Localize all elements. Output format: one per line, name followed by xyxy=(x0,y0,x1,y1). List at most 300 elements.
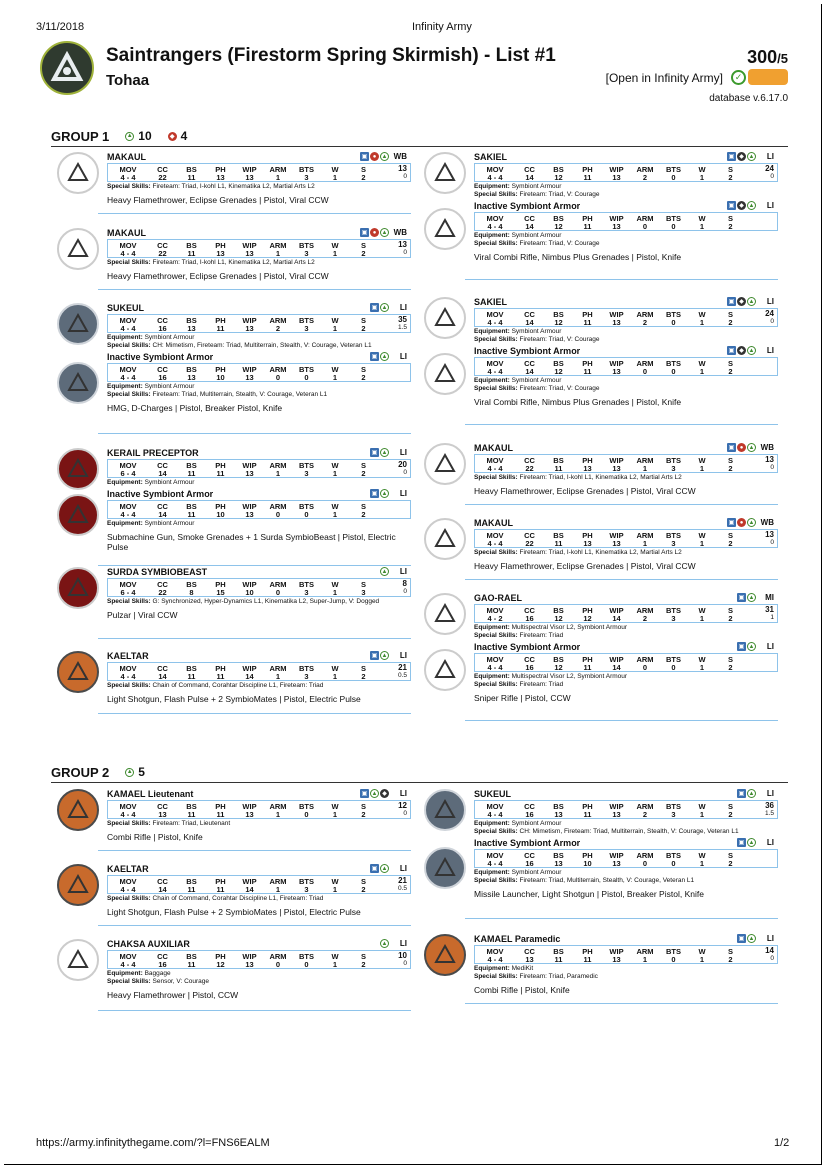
profile-icons xyxy=(370,303,389,312)
unit-card[interactable] xyxy=(57,864,411,926)
weapons-line: Pulzar | Viral CCW xyxy=(107,610,178,620)
stat-values xyxy=(475,955,747,964)
unit-cost xyxy=(398,664,407,680)
special-skills-line xyxy=(107,682,411,689)
stat-header: BTS xyxy=(666,214,681,223)
line-label: Special Skills: xyxy=(474,240,518,247)
stat-header: S xyxy=(360,241,366,250)
profile-icons xyxy=(380,939,389,948)
unit-portrait-icon xyxy=(57,362,99,404)
stat-value: 16 xyxy=(525,663,534,672)
stat-header: WIP xyxy=(242,580,257,589)
stat-header: W xyxy=(698,531,706,540)
stat-value: 13 xyxy=(583,464,592,473)
stat-value: 3 xyxy=(304,672,309,681)
special-skills-line xyxy=(107,598,411,605)
stat-header: S xyxy=(360,952,366,961)
unit-portrait-icon xyxy=(424,152,466,194)
unit-portrait-icon xyxy=(424,649,466,691)
line-label: Special Skills: xyxy=(107,895,151,902)
cube-icon: ▲ xyxy=(381,229,388,236)
stat-header: ARM xyxy=(636,359,654,368)
unit-portrait-icon xyxy=(57,939,99,981)
valid-check-icon: ✓ xyxy=(731,70,746,85)
line-label: Equipment: xyxy=(474,183,510,190)
stat-header: BS xyxy=(186,241,197,250)
unit-cost xyxy=(398,952,407,968)
stat-values xyxy=(108,469,380,478)
stat-value: 4 - 4 xyxy=(487,955,503,964)
inactive-profile-name: Inactive Symbiont Armor xyxy=(474,642,581,652)
regular-order-icon: ▣ xyxy=(738,840,745,846)
stat-header: W xyxy=(331,877,339,886)
stat-values xyxy=(475,614,747,623)
stat-header: PH xyxy=(215,316,226,325)
stat-header: S xyxy=(360,664,366,673)
unit-name: SAKIEL xyxy=(474,297,508,307)
equipment-line xyxy=(474,965,778,972)
swc-cost: 0 xyxy=(770,318,774,325)
stat-value: 11 xyxy=(187,510,196,519)
stat-header: CC xyxy=(524,456,535,465)
profile-icons xyxy=(370,651,389,660)
stat-header: ARM xyxy=(269,365,287,374)
stat-value: 13 xyxy=(187,324,196,333)
stat-header: BS xyxy=(553,359,564,368)
stat-value: 1 xyxy=(275,173,281,182)
unit-profile xyxy=(107,448,411,566)
stat-header: S xyxy=(727,851,733,860)
line-value: Fireteam: Triad xyxy=(519,632,564,639)
unit-card[interactable] xyxy=(57,939,411,1011)
stat-value: 11 xyxy=(216,469,225,478)
stat-value: 4 - 4 xyxy=(120,885,136,894)
equipment-line xyxy=(474,328,778,335)
line-value: Multispectral Visor L2, Symbiont Armour xyxy=(511,673,628,680)
unit-portrait-icon xyxy=(57,303,99,345)
stat-value: 1 xyxy=(699,173,705,182)
stat-line xyxy=(474,163,778,182)
stat-value: 2 xyxy=(728,222,733,231)
stat-value: 1 xyxy=(699,614,705,623)
stat-header: BS xyxy=(186,580,197,589)
stat-header: BS xyxy=(186,461,197,470)
stat-value: 2 xyxy=(361,469,366,478)
points-cost: 24 xyxy=(765,164,774,173)
troop-type-icon: ◆ xyxy=(737,297,746,306)
stat-header: ARM xyxy=(636,214,654,223)
stat-header: BS xyxy=(186,952,197,961)
swc-cost: 1.5 xyxy=(764,810,774,817)
stat-header: ARM xyxy=(269,316,287,325)
line-value: Chain of Command, Corahtar Discipline L1, Fireteam: Triad xyxy=(152,895,324,902)
unit-portrait-icon xyxy=(57,789,99,831)
stat-header: CC xyxy=(524,310,535,319)
stat-header: WIP xyxy=(609,531,624,540)
cube-icon: ▲ xyxy=(381,940,388,947)
swc-cost: 0 xyxy=(770,173,774,180)
unit-card[interactable] xyxy=(424,152,778,280)
stat-value: 13 xyxy=(612,173,621,182)
stat-header: PH xyxy=(582,655,593,664)
stat-value: 16 xyxy=(525,859,534,868)
stat-line xyxy=(107,363,411,382)
stat-header: MOV xyxy=(119,802,137,811)
line-value: Fireteam: Triad, Lieutenant xyxy=(152,820,231,827)
line-label: Equipment: xyxy=(474,232,510,239)
swc-cost: 0 xyxy=(403,960,407,967)
stat-line xyxy=(474,212,778,231)
stat-header: MOV xyxy=(119,316,137,325)
unit-name: KAELTAR xyxy=(107,864,149,874)
equipment-line xyxy=(474,673,778,680)
troop-type: LI xyxy=(399,567,407,576)
troop-type: WB xyxy=(393,228,407,237)
unit-cost xyxy=(403,580,407,596)
stat-value: 4 - 4 xyxy=(487,318,503,327)
weapons-line: Viral Combi Rifle, Nimbus Plus Grenades | Pistol, Knife xyxy=(474,397,682,407)
stat-header: W xyxy=(698,606,706,615)
stat-header: ARM xyxy=(269,580,287,589)
stat-value: 16 xyxy=(158,960,167,969)
equipment-line xyxy=(107,334,411,341)
points-cost: 13 xyxy=(398,164,407,173)
stat-header: BTS xyxy=(299,664,314,673)
stat-header: ARM xyxy=(269,664,287,673)
regular-order-icon: ▲ xyxy=(126,769,133,775)
weapons-line: Light Shotgun, Flash Pulse + 2 SymbioMates | Pistol, Electric Pulse xyxy=(107,907,361,917)
stat-value: 12 xyxy=(554,173,563,182)
stat-header: BTS xyxy=(666,310,681,319)
troop-type: LI xyxy=(766,838,774,847)
stat-header: BTS xyxy=(299,165,314,174)
profile-icons xyxy=(737,642,756,651)
stat-header: BTS xyxy=(666,606,681,615)
stat-value: 2 xyxy=(361,960,366,969)
stat-value: 1 xyxy=(642,464,648,473)
stat-header: WIP xyxy=(609,456,624,465)
swc-cost: 1 xyxy=(770,614,774,621)
stat-value: 14 xyxy=(525,173,534,182)
stat-line xyxy=(474,604,778,623)
stat-value: 3 xyxy=(671,464,676,473)
regular-order-icon: ▣ xyxy=(738,936,745,942)
stat-line xyxy=(474,800,778,819)
stat-header: PH xyxy=(582,851,593,860)
profile-icons xyxy=(370,448,389,457)
swc-cost: 0 xyxy=(403,249,407,256)
swc-cost: 0 xyxy=(770,539,774,546)
special-skills-line xyxy=(474,474,778,481)
stat-value: 2 xyxy=(728,614,733,623)
stat-value: 13 xyxy=(245,469,254,478)
unit-card[interactable] xyxy=(424,443,778,505)
stat-line xyxy=(474,308,778,327)
profile-icons xyxy=(370,352,389,361)
stat-header: ARM xyxy=(636,531,654,540)
stat-header: BS xyxy=(553,165,564,174)
points-cost: 36 xyxy=(765,801,774,810)
unit-card[interactable] xyxy=(57,228,411,290)
stat-header: BTS xyxy=(299,461,314,470)
stat-value: 13 xyxy=(245,324,254,333)
profile-icons xyxy=(737,934,756,943)
line-value: Symbiont Armour xyxy=(511,869,562,876)
cube-icon: ▲ xyxy=(748,935,755,942)
stat-line xyxy=(474,945,778,964)
stat-value: 1 xyxy=(699,663,705,672)
validation-badges xyxy=(731,69,788,85)
swc-cost: 0 xyxy=(403,469,407,476)
stat-values xyxy=(108,173,380,182)
stat-header: PH xyxy=(582,802,593,811)
stat-line xyxy=(107,314,411,333)
cube-icon: ▲ xyxy=(748,790,755,797)
stat-line xyxy=(474,849,778,868)
stat-header: PH xyxy=(582,947,593,956)
troop-type: LI xyxy=(766,152,774,161)
stat-value: 0 xyxy=(275,960,281,969)
weapons-line: Heavy Flamethrower, Eclipse Grenades | Pistol, Viral CCW xyxy=(474,486,696,496)
stat-value: 16 xyxy=(158,324,167,333)
line-value: Fireteam: Triad, Multiterrain, Stealth, V: Courage, Veteran L1 xyxy=(519,877,695,884)
line-value: Symbiont Armour xyxy=(511,328,562,335)
unit-cost xyxy=(398,241,407,257)
stat-header: BTS xyxy=(666,947,681,956)
line-value: Multispectral Visor L2, Symbiont Armour xyxy=(511,624,628,631)
unit-card[interactable] xyxy=(57,448,411,566)
stat-header: MOV xyxy=(486,310,504,319)
stat-value: 3 xyxy=(671,810,676,819)
stat-value: 15 xyxy=(216,588,225,597)
stat-header: BS xyxy=(186,802,197,811)
stat-header: W xyxy=(698,310,706,319)
footer-url[interactable]: https://army.infinitythegame.com/?l=FNS6EALM xyxy=(36,1137,270,1149)
profile-icons xyxy=(370,489,389,498)
unit-card[interactable] xyxy=(57,152,411,214)
stat-value: 12 xyxy=(554,614,563,623)
unit-profile xyxy=(107,651,411,714)
unit-card[interactable] xyxy=(57,567,411,639)
cube-icon: ▲ xyxy=(748,444,755,451)
unit-card[interactable] xyxy=(424,518,778,580)
unit-cost xyxy=(765,606,774,622)
stat-header: MOV xyxy=(486,359,504,368)
points-cost: 20 xyxy=(398,460,407,469)
inactive-profile-name: Inactive Symbiont Armor xyxy=(107,489,214,499)
stat-value: 1 xyxy=(275,885,281,894)
stat-header: S xyxy=(727,606,733,615)
stat-value: 2 xyxy=(728,810,733,819)
stat-value: 12 xyxy=(216,960,225,969)
troop-type: LI xyxy=(766,934,774,943)
stat-value: 22 xyxy=(158,249,167,258)
stat-header: WIP xyxy=(242,664,257,673)
stat-header: WIP xyxy=(609,655,624,664)
stat-value: 1 xyxy=(332,960,338,969)
stat-header: MOV xyxy=(486,851,504,860)
stat-value: 16 xyxy=(158,373,167,382)
inactive-profile-name: Inactive Symbiont Armor xyxy=(474,201,581,211)
stat-header: MOV xyxy=(119,952,137,961)
stat-value: 13 xyxy=(612,859,621,868)
stat-value: 3 xyxy=(304,173,309,182)
stat-value: 2 xyxy=(361,810,366,819)
regular-order-icon: ▣ xyxy=(361,791,368,797)
stat-header: W xyxy=(331,165,339,174)
stat-value: 2 xyxy=(361,173,366,182)
special-skills-line xyxy=(474,681,778,688)
stat-header: S xyxy=(360,502,366,511)
weapons-line: Missile Launcher, Light Shotgun | Pistol, Breaker Pistol, Knife xyxy=(474,889,704,899)
stat-value: 2 xyxy=(728,859,733,868)
stat-value: 22 xyxy=(525,539,534,548)
unit-portrait-icon xyxy=(424,593,466,635)
stat-header: BS xyxy=(553,606,564,615)
stat-header: BTS xyxy=(666,851,681,860)
stat-line xyxy=(107,239,411,258)
swc-cost: 0.5 xyxy=(397,885,407,892)
stat-header: PH xyxy=(582,165,593,174)
group-1-impetuous-orders: ◆ 4 xyxy=(168,129,188,143)
stat-value: 0 xyxy=(304,373,309,382)
stat-value: 11 xyxy=(583,810,592,819)
unit-portrait-icon xyxy=(57,152,99,194)
stat-header: W xyxy=(331,461,339,470)
stat-value: 3 xyxy=(671,539,676,548)
unit-card[interactable] xyxy=(424,297,778,425)
stat-value: 1 xyxy=(332,588,338,597)
unit-card[interactable] xyxy=(424,593,778,721)
unit-card[interactable] xyxy=(57,789,411,851)
stat-value: 22 xyxy=(525,464,534,473)
stat-header: MOV xyxy=(486,606,504,615)
stat-value: 11 xyxy=(187,960,196,969)
special-skills-line xyxy=(107,895,411,902)
line-label: Special Skills: xyxy=(474,973,518,980)
stat-value: 2 xyxy=(361,885,366,894)
stat-value: 14 xyxy=(525,367,534,376)
stat-header: WIP xyxy=(609,310,624,319)
stat-line xyxy=(107,163,411,182)
unit-card[interactable] xyxy=(424,934,778,1004)
unit-profile xyxy=(107,789,411,851)
special-skills-line xyxy=(474,240,778,247)
points-cost: 8 xyxy=(402,579,407,588)
stat-value: 11 xyxy=(554,539,563,548)
stat-value: 16 xyxy=(525,614,534,623)
stat-header: PH xyxy=(215,241,226,250)
stat-value: 2 xyxy=(728,173,733,182)
stat-value: 4 - 4 xyxy=(487,222,503,231)
line-value: Symbiont Armour xyxy=(144,334,195,341)
stat-value: 0 xyxy=(671,859,676,868)
stat-header: MOV xyxy=(486,802,504,811)
stat-header: PH xyxy=(215,365,226,374)
stat-value: 1 xyxy=(332,469,338,478)
unit-profile xyxy=(107,567,411,639)
stat-value: 14 xyxy=(245,672,254,681)
cube-icon: ▲ xyxy=(381,652,388,659)
stat-header: ARM xyxy=(636,310,654,319)
list-title: Saintrangers (Firestorm Spring Skirmish) - List #1 xyxy=(106,45,556,66)
open-in-army-link[interactable]: [Open in Infinity Army] xyxy=(605,71,723,85)
stat-value: 13 xyxy=(245,810,254,819)
unit-portrait-icon xyxy=(57,864,99,906)
unit-name: KAELTAR xyxy=(107,651,149,661)
stat-value: 1 xyxy=(332,373,338,382)
stat-value: 1 xyxy=(699,367,705,376)
line-value: Symbiont Armour xyxy=(511,232,562,239)
stat-header: ARM xyxy=(269,952,287,961)
stat-line xyxy=(107,500,411,519)
stat-value: 10 xyxy=(216,373,225,382)
profile-icons xyxy=(727,201,756,210)
stat-value: 1 xyxy=(332,885,338,894)
stat-value: 13 xyxy=(612,810,621,819)
stat-value: 1 xyxy=(332,672,338,681)
regular-order-icon: ▣ xyxy=(728,299,735,305)
profile-icons xyxy=(360,228,389,237)
stat-value: 11 xyxy=(187,810,196,819)
line-value: Fireteam: Triad, V: Courage xyxy=(519,336,600,343)
equipment-line xyxy=(474,820,778,827)
stat-value: 3 xyxy=(304,249,309,258)
unit-card[interactable] xyxy=(57,303,411,434)
stat-header: W xyxy=(331,502,339,511)
cube-icon: ▲ xyxy=(381,449,388,456)
stat-value: 2 xyxy=(361,249,366,258)
unit-card[interactable] xyxy=(57,651,411,714)
stat-header: CC xyxy=(157,580,168,589)
stat-value: 4 - 4 xyxy=(120,249,136,258)
stat-header: BS xyxy=(553,214,564,223)
cube-icon: ▲ xyxy=(381,304,388,311)
stat-value: 22 xyxy=(158,588,167,597)
profile-icons xyxy=(727,152,756,161)
stat-value: 11 xyxy=(583,367,592,376)
stat-header: W xyxy=(331,580,339,589)
unit-card[interactable] xyxy=(424,789,778,919)
stat-value: 11 xyxy=(216,324,225,333)
line-value: CH: Mimetism, Fireteam: Triad, Multiterrain, Stealth, V: Courage, Veteran L1 xyxy=(152,342,372,349)
cube-icon: ▲ xyxy=(748,298,755,305)
troop-type: WB xyxy=(760,518,774,527)
unit-cost xyxy=(398,316,407,332)
line-value: Symbiont Armour xyxy=(511,183,562,190)
troop-type: LI xyxy=(399,489,407,498)
swc-cost: 1.5 xyxy=(397,324,407,331)
special-skills-line xyxy=(474,973,778,980)
unit-cost xyxy=(765,165,774,181)
line-label: Special Skills: xyxy=(474,336,518,343)
group-1-name: GROUP 1 xyxy=(51,128,110,144)
stat-values xyxy=(475,810,747,819)
stat-value: 2 xyxy=(642,810,648,819)
stat-header: W xyxy=(698,802,706,811)
unit-portrait-icon xyxy=(57,494,99,536)
special-skills-line xyxy=(107,391,411,398)
unit-name: KAMAEL Lieutenant xyxy=(107,789,194,799)
unit-profile xyxy=(107,939,411,1011)
special-skills-line xyxy=(107,342,411,349)
stat-header: MOV xyxy=(486,165,504,174)
stat-values xyxy=(475,859,747,868)
troop-type-icon: ◆ xyxy=(380,789,389,798)
stat-value: 14 xyxy=(158,469,167,478)
unit-profile xyxy=(107,228,411,290)
profile-icons xyxy=(360,789,389,798)
